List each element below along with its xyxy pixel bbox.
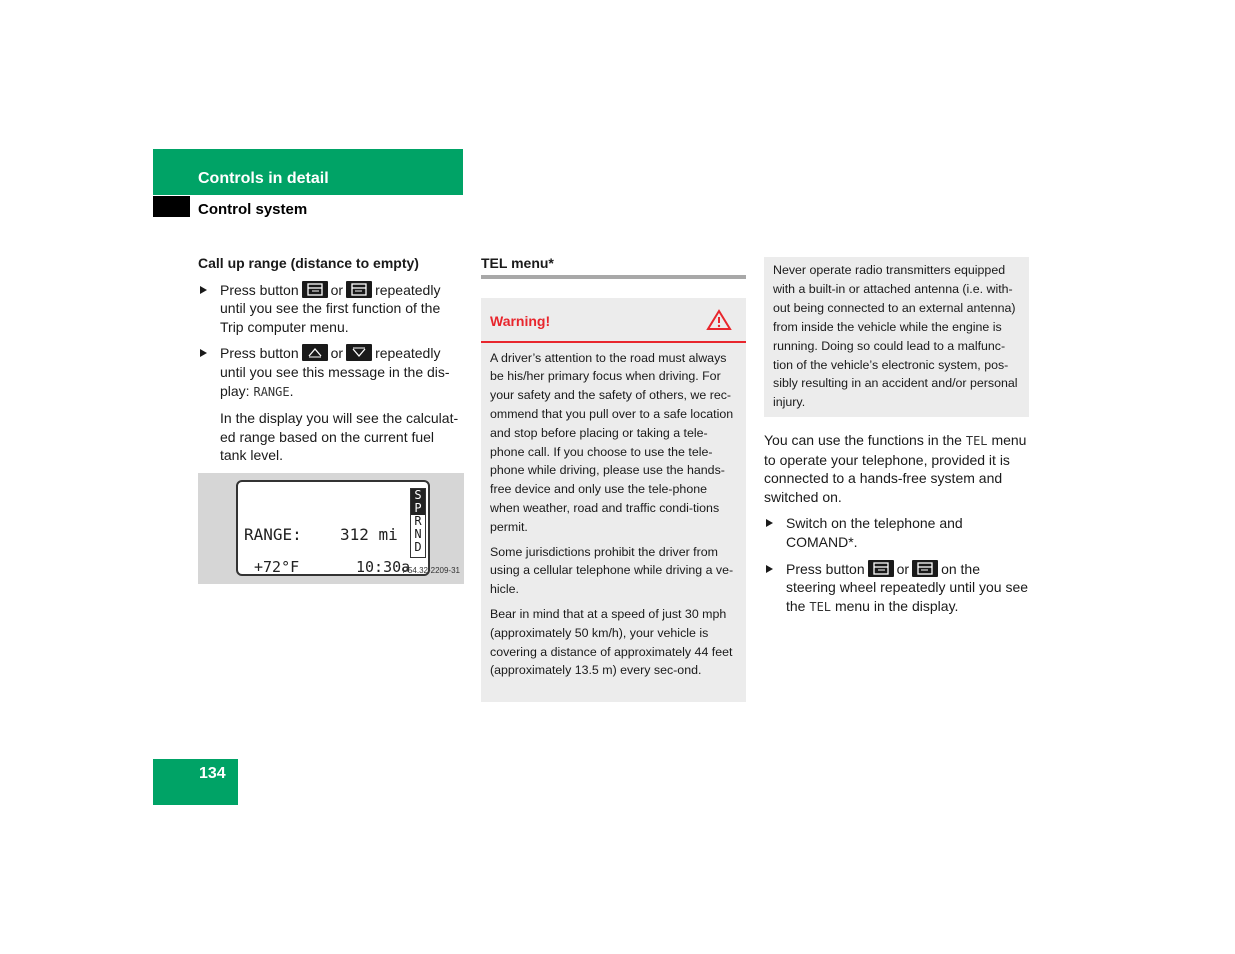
heading-rule (481, 275, 746, 279)
warning-header (481, 298, 746, 343)
figure-code: P54.32-2209-31 (402, 566, 460, 576)
tel-instructions (764, 431, 1029, 616)
range-step-2: Press button or repeatedly until you see this message in the dis-play: RANGE. (198, 344, 464, 401)
subheader-marker (153, 196, 190, 217)
bullet-triangle-icon (766, 519, 773, 527)
range-info: In the display you will see the calculat-ed range based on the current fuel tank level. (220, 410, 459, 464)
gear-p: P (411, 502, 425, 515)
section-title: Controls in detail (198, 170, 329, 187)
range-code: RANGE (253, 384, 290, 399)
gear-n: N (414, 526, 422, 541)
menu-back-button-icon (346, 281, 372, 298)
note-box (764, 257, 1029, 417)
warning-title: Warning! (490, 312, 551, 329)
instrument-display-figure (198, 473, 464, 584)
section-subtitle: Control system (198, 201, 308, 218)
gear-s: S (411, 489, 425, 502)
tel-code: TEL (809, 599, 832, 614)
warning-box (481, 298, 746, 702)
range-heading: Call up range (distance to empty) (198, 255, 419, 271)
bullet-triangle-icon (200, 286, 207, 294)
range-step-1: Press button or repeatedly until you see the first function of the Trip computer menu. (198, 281, 464, 337)
note-text: Never operate radio transmitters equipped with a built-in or attached antenna (i.e. with-out being connected to an external antenna) from inside the vehicle while the engine is running. Doing so could lead to a malfunc-tion of the vehicle’s electronic system, pos-sibly resulting in an accident and/or personal injury. (773, 263, 1018, 410)
lcd-range-label: RANGE: (244, 524, 302, 544)
column-tel-instructions (764, 257, 1029, 624)
warning-paragraph-2: Some jurisdictions prohibit the driver from using a cellular telephone while driving a ve-hicle. (490, 544, 734, 597)
page-number: 134 (199, 765, 226, 782)
warning-triangle-icon (706, 309, 732, 336)
warning-body (481, 343, 746, 681)
lcd-clock: 10:30a (356, 557, 411, 576)
bullet-triangle-icon (200, 349, 207, 357)
tel-step-1: Switch on the telephone and COMAND*. (764, 514, 1029, 551)
column-range (198, 254, 464, 584)
warning-paragraph-1: A driver’s attention to the road must always be his/her primary focus when driving. For your safety and the safety of others, we rec-ommend that you pull over to a safe location and stop before placing or taking a tele-phone call. If you choose to use the tele-phone while driving, please use the hands-free device and only use the tele-phone when weather, road and traffic condi-tions permit. (490, 350, 734, 534)
gear-indicator (410, 488, 426, 558)
lcd-range-value: 312 mi (340, 524, 398, 544)
menu-forward-button-icon (302, 281, 328, 298)
scroll-down-button-icon (346, 344, 372, 361)
tel-code: TEL (965, 434, 988, 448)
tel-menu-heading: TEL menu* (481, 255, 554, 271)
tel-intro: You can use the functions in the TEL menu to operate your telephone, provided it is connected to a hands-free system and switched on. (764, 432, 1027, 505)
menu-forward-button-icon (868, 560, 894, 577)
scroll-up-button-icon (302, 344, 328, 361)
tel-step-2: Press button or on the steering wheel repeatedly until you see the TEL menu in the display. (764, 560, 1029, 617)
warning-paragraph-3: Bear in mind that at a speed of just 30 mph (approximately 50 km/h), your vehicle is covering a distance of approximately 44 feet (approximately 13.5 m) every sec-ond. (490, 606, 733, 678)
gear-d: D (414, 539, 422, 554)
bullet-triangle-icon (766, 565, 773, 573)
column-tel-menu (481, 254, 746, 702)
lcd-screen (236, 480, 430, 576)
menu-back-button-icon (912, 560, 938, 577)
gear-r: R (414, 513, 422, 528)
lcd-temperature: +72°F (254, 557, 300, 576)
